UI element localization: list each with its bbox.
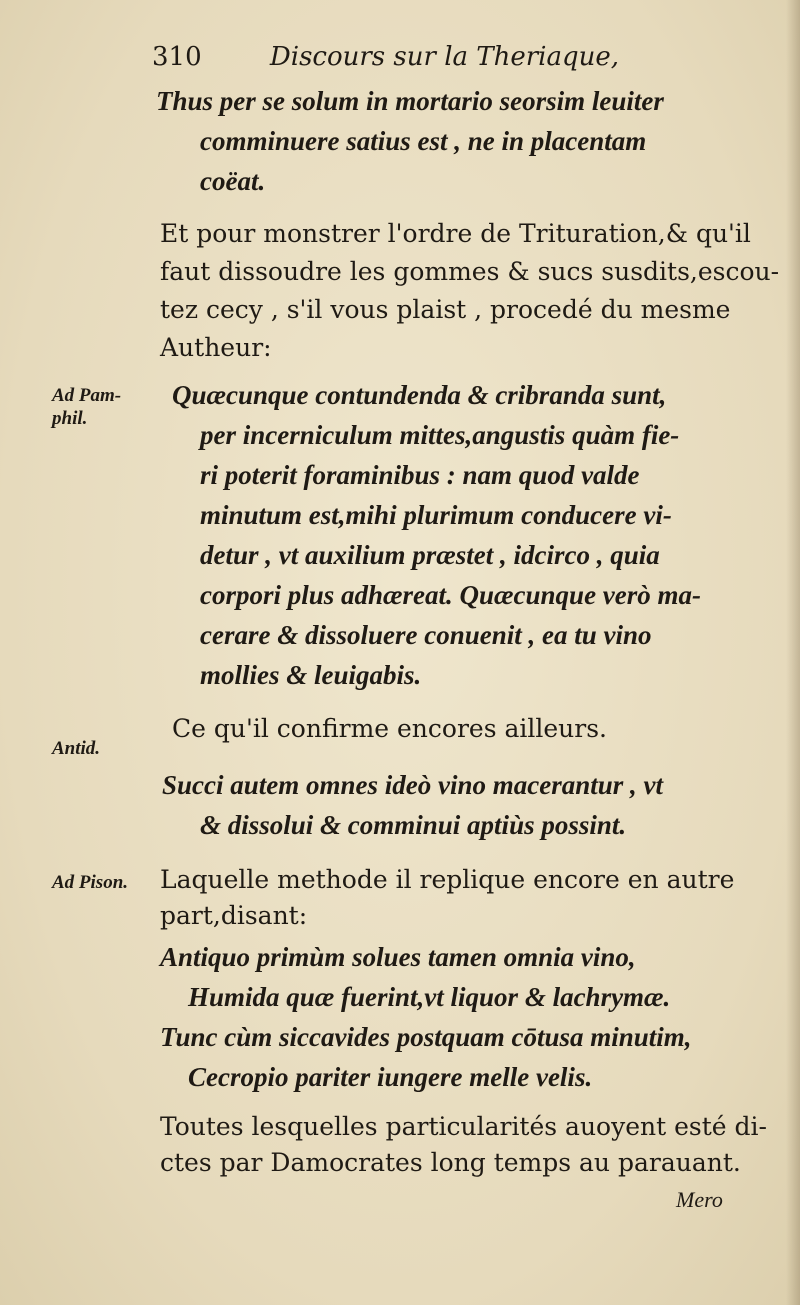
french-line: Laquelle methode il replique encore en autre (160, 865, 735, 894)
latin-line: Thus per se solum in mortario seorsim leuiter (156, 86, 664, 116)
latin-line: detur , vt auxilium præstet , idcirco , quia (200, 540, 660, 570)
latin-line: mollies & leuigabis. (200, 660, 422, 690)
french-line: Ce qu'il confirme encores ailleurs. (172, 714, 607, 743)
page-header (152, 42, 619, 72)
french-line: tez cecy , s'il vous plaist , procedé du mesme (160, 295, 731, 324)
french-line: Et pour monstrer l'ordre de Trituration,& qu'il (160, 219, 751, 248)
verse-line: Antiquo primùm solues tamen omnia vino, (160, 942, 636, 972)
latin-line: Succi autem omnes ideò vino macerantur , vt (162, 770, 664, 800)
marginal-note: phil. (52, 408, 88, 429)
verse-line: Cecropio pariter iungere melle velis. (188, 1062, 593, 1092)
latin-line: ri poterit foraminibus : nam quod valde (200, 460, 640, 490)
latin-line: per incerniculum mittes,angustis quàm fie- (200, 420, 680, 450)
page-number: 310 (152, 42, 202, 72)
marginal-note: Ad Pison. (52, 872, 129, 893)
verse-line: Tunc cùm siccavides postquam cōtusa minutim, (160, 1022, 692, 1052)
latin-line: corpori plus adhæreat. Quæcunque verò ma- (200, 580, 702, 610)
page-edge-shadow (786, 0, 800, 1305)
french-line: Autheur: (160, 333, 272, 362)
french-line: part,disant: (160, 901, 308, 930)
running-title: Discours sur la Theriaque, (269, 42, 620, 72)
latin-line: comminuere satius est , ne in placentam (200, 126, 647, 156)
latin-line: & dissolui & comminui aptiùs possint. (200, 810, 627, 840)
catchword: Mero (676, 1187, 723, 1212)
french-line: Toutes lesquelles particularités auoyent esté di- (160, 1112, 767, 1141)
latin-line: coëat. (200, 166, 266, 196)
french-line: ctes par Damocrates long temps au parauant. (160, 1148, 741, 1177)
latin-line: Quæcunque contundenda & cribranda sunt, (172, 380, 667, 410)
latin-line: minutum est,mihi plurimum conducere vi- (200, 500, 672, 530)
latin-line: cerare & dissoluere conuenit , ea tu vino (200, 620, 652, 650)
french-line: faut dissoudre les gommes & sucs susdits,escou- (160, 257, 780, 286)
marginal-note: Ad Pam- (52, 385, 122, 406)
verse-line: Humida quæ fuerint,vt liquor & lachrymæ. (188, 982, 671, 1012)
marginal-note: Antid. (52, 738, 101, 759)
